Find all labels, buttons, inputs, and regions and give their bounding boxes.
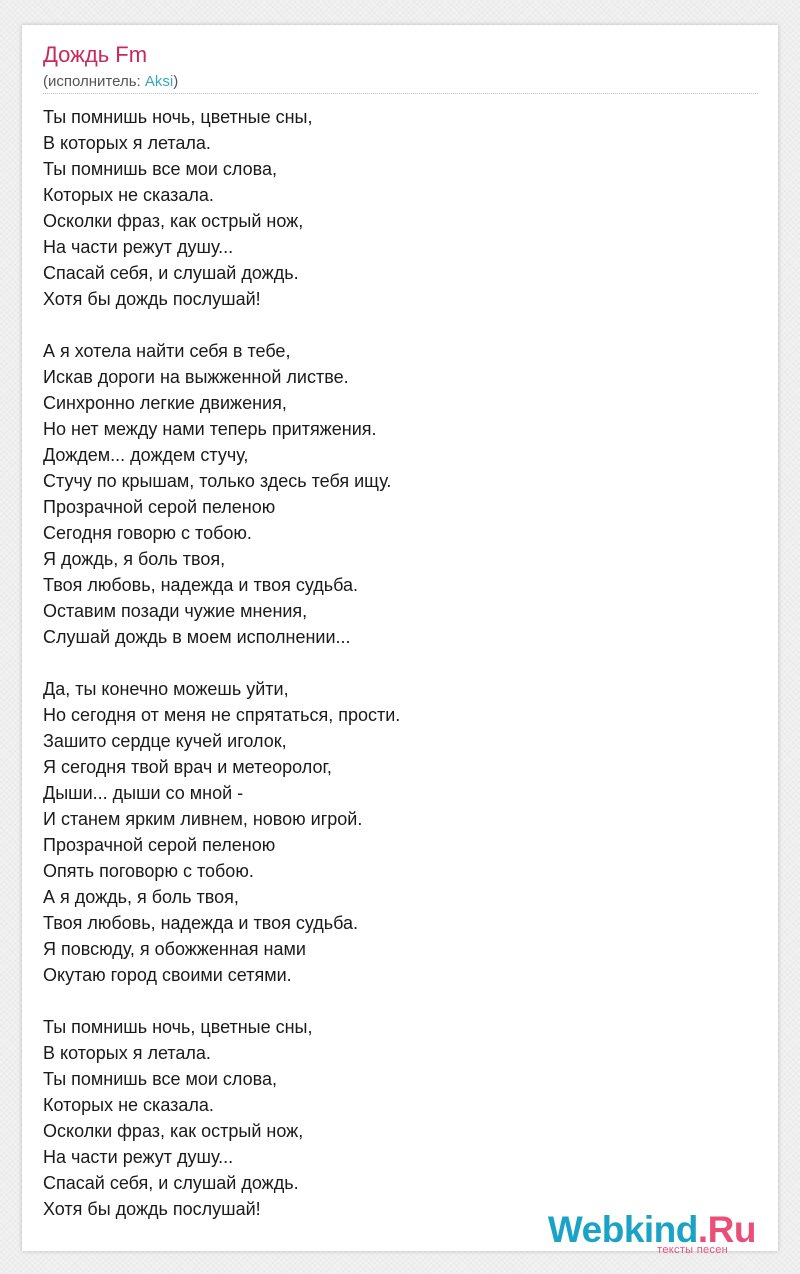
stanza: [43, 1014, 400, 1222]
logo-tagline: тексты песен: [657, 1244, 728, 1256]
lyric-line: Прозрачной серой пеленою: [43, 835, 276, 855]
lyric-line: Я сегодня твой врач и метеоролог,: [43, 757, 332, 777]
lyric-line: Но сегодня от меня не спрятаться, прости.: [43, 705, 401, 725]
lyric-line: И станем ярким ливнем, новою игрой.: [43, 809, 363, 829]
title-divider: [43, 93, 758, 94]
logo-tld: .Ru: [697, 1209, 756, 1250]
site-logo[interactable]: [547, 1209, 756, 1256]
lyric-line: Сегодня говорю с тобою.: [43, 523, 252, 543]
lyric-line: Твоя любовь, надежда и твоя судьба.: [43, 913, 359, 933]
lyric-line: Я дождь, я боль твоя,: [43, 549, 226, 569]
lyric-line: Осколки фраз, как острый нож,: [43, 1121, 304, 1141]
lyric-line: Твоя любовь, надежда и твоя судьба.: [43, 575, 359, 595]
lyric-line: Зашито сердце кучей иголок,: [43, 731, 287, 751]
lyric-line: Которых не сказала.: [43, 1095, 214, 1115]
lyric-line: Оставим позади чужие мнения,: [43, 601, 308, 621]
lyric-line: Искав дороги на выжженной листве.: [43, 367, 349, 387]
lyric-line: Да, ты конечно можешь уйти,: [43, 679, 289, 699]
stanza: [43, 676, 400, 988]
lyric-line: В которых я летала.: [43, 1043, 211, 1063]
song-title: Дождь Fm: [43, 42, 148, 67]
lyric-line: Хотя бы дождь послушай!: [43, 1199, 261, 1219]
artist-prefix: (исполнитель:: [43, 73, 145, 90]
lyric-line: Я повсюду, я обожженная нами: [43, 939, 306, 959]
artist-line: [43, 73, 178, 91]
lyric-line: На части режут душу...: [43, 1147, 234, 1167]
lyric-line: Окутаю город своими сетями.: [43, 965, 292, 985]
lyric-line: В которых я летала.: [43, 133, 211, 153]
lyric-line: Дыши... дыши со мной -: [43, 783, 244, 803]
lyric-line: Осколки фраз, как острый нож,: [43, 211, 304, 231]
lyric-line: Которых не сказала.: [43, 185, 214, 205]
lyric-line: Ты помнишь все мои слова,: [43, 1069, 277, 1089]
lyric-line: Спасай себя, и слушай дождь.: [43, 263, 299, 283]
artist-link[interactable]: Aksi: [144, 73, 174, 90]
lyric-line: Синхронно легкие движения,: [43, 393, 287, 413]
lyric-line: Ты помнишь все мои слова,: [43, 159, 277, 179]
stanza: [43, 104, 400, 312]
lyrics-body: [43, 104, 400, 1222]
lyric-line: Ты помнишь ночь, цветные сны,: [43, 1017, 313, 1037]
lyric-line: Спасай себя, и слушай дождь.: [43, 1173, 299, 1193]
lyric-line: Хотя бы дождь послушай!: [43, 289, 261, 309]
lyric-line: Прозрачной серой пеленою: [43, 497, 276, 517]
lyric-line: Опять поговорю с тобою.: [43, 861, 254, 881]
lyric-line: А я хотела найти себя в тебе,: [43, 341, 291, 361]
logo-name: Webkind: [547, 1209, 698, 1250]
lyric-line: Слушай дождь в моем исполнении...: [43, 627, 351, 647]
lyric-line: Дождем... дождем стучу,: [43, 445, 249, 465]
artist-suffix: ): [173, 73, 179, 90]
lyric-line: Стучу по крышам, только здесь тебя ищу.: [43, 471, 392, 491]
stanza: [43, 338, 400, 650]
lyric-line: А я дождь, я боль твоя,: [43, 887, 239, 907]
lyric-line: Но нет между нами теперь притяжения.: [43, 419, 377, 439]
lyric-line: Ты помнишь ночь, цветные сны,: [43, 107, 313, 127]
lyric-line: На части режут душу...: [43, 237, 234, 257]
lyrics-card: [22, 25, 778, 1256]
